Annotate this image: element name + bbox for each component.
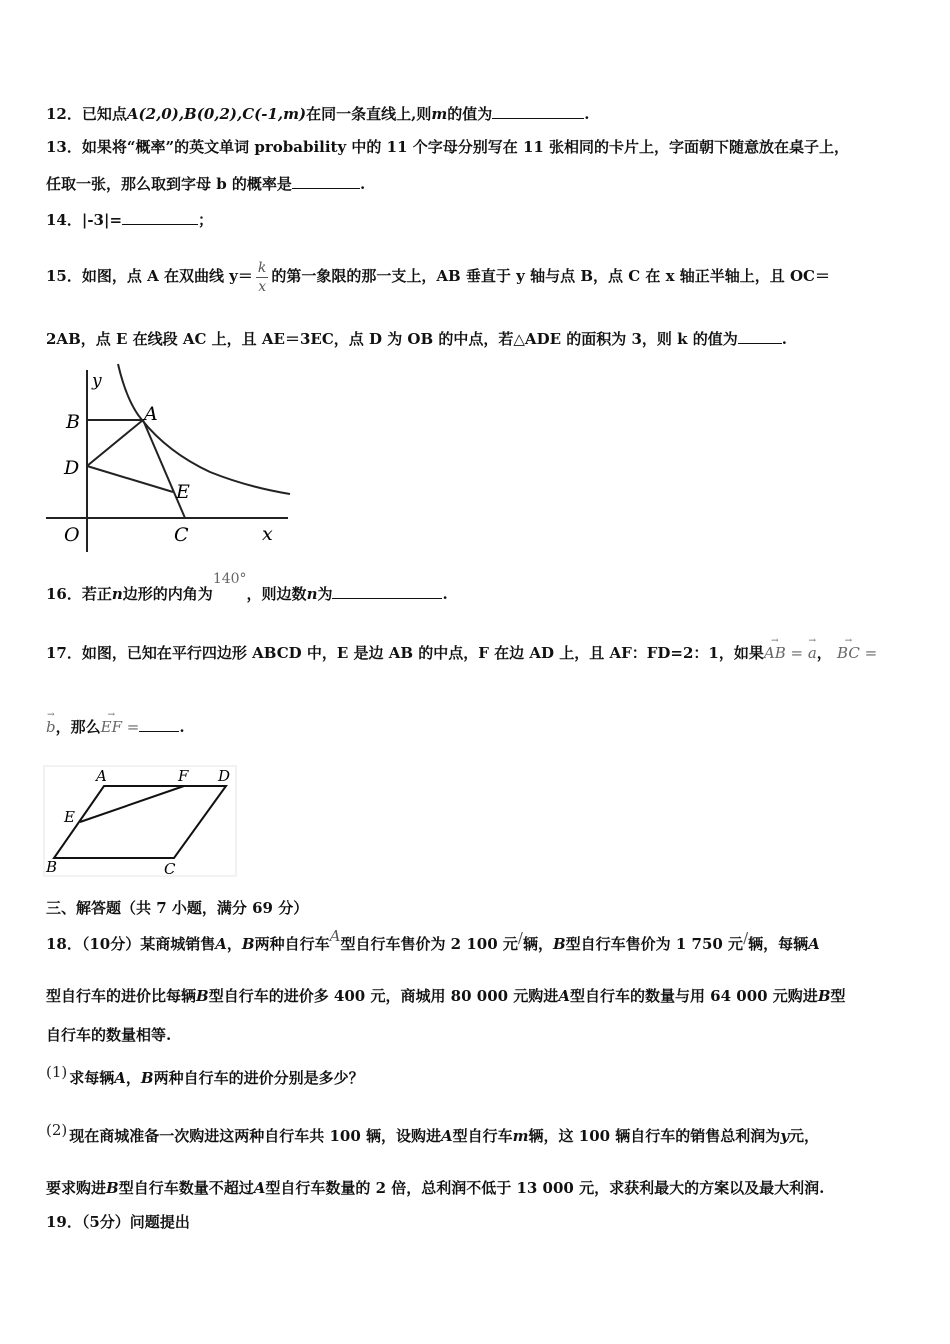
question-17: 17．如图，已知在平行四边形 ABCD 中，E 是边 AB 的中点，F 在边 AD 上，且 AF：FD=2：1，如果→ AB = → a， → BC =: [46, 643, 877, 663]
question-19: 19．（5分）问题提出: [46, 1213, 190, 1231]
label-y: y: [92, 371, 102, 391]
question-18-line2: 型自行车的进价比每辆B型自行车的进价多 400 元，商城用 80 000 元购进A型自行车的数量与用 64 000 元购进B型: [46, 987, 846, 1005]
label-b: B: [66, 411, 80, 433]
label-d: D: [218, 767, 231, 785]
figure-parallelogram: [42, 764, 238, 878]
question-12: 12．已知点A(2,0),B(0,2),C(-1,m)在同一条直线上,则m的值为 .: [46, 105, 590, 123]
label-e: E: [176, 481, 190, 503]
question-15-line2: 2AB，点 E 在线段 AC 上，且 AE＝3EC，点 D 为 OB 的中点，若△ADE 的面积为 3，则 k 的值为 .: [46, 330, 787, 348]
fraction-k-over-x: $\frac{k}{x}$: [257, 259, 267, 295]
parallelogram-abcd: [54, 786, 226, 858]
question-18-part1: (1) 求每辆A，B两种自行车的进价分别是多少？: [46, 1063, 364, 1087]
answer-blank[interactable]: [122, 210, 198, 225]
label-a: A: [96, 767, 107, 785]
answer-blank[interactable]: [332, 584, 442, 599]
figure-hyperbola: [40, 362, 300, 556]
answer-blank[interactable]: [292, 174, 360, 189]
label-e: E: [64, 808, 75, 826]
answer-blank[interactable]: [139, 717, 179, 732]
label-d: D: [64, 457, 80, 479]
question-16: 16．若正n边形的内角为140°，则边数n为 .: [46, 571, 448, 603]
question-18-part2-line2: 要求购进B型自行车数量不超过A型自行车数量的 2 倍，总利润不低于 13 000 元，求获利最大的方案以及最大利润.: [46, 1179, 825, 1197]
question-13-line2: 任取一张，那么取到字母 b 的概率是 .: [46, 175, 366, 193]
label-f: F: [178, 767, 189, 785]
question-18-line3: 自行车的数量相等.: [46, 1026, 172, 1044]
label-b: B: [46, 858, 58, 876]
question-18-part2: (2) 现在商城准备一次购进这两种自行车共 100 辆，设购进A型自行车m辆，这 100 辆自行车的销售总利润为y元，: [46, 1121, 820, 1145]
label-x: x: [262, 523, 273, 545]
hyperbola-curve: [118, 364, 290, 494]
question-15: 15．如图，点 A 在双曲线 y＝ $\frac{k}{x}$ 的第一象限的那一支上，AB 垂直于 y 轴与点 B，点 C 在 x 轴正半轴上，且 OC＝: [46, 259, 830, 295]
label-c: C: [174, 524, 189, 546]
segment-ac: [143, 420, 185, 518]
label-c: C: [164, 860, 176, 878]
question-14: 14．|-3|= ；: [46, 211, 214, 229]
segment-ad: [87, 420, 143, 466]
label-a: A: [144, 403, 158, 425]
segment-ef: [80, 786, 184, 822]
question-17-line2: → b，那么→ EF = .: [46, 717, 185, 737]
answer-blank[interactable]: [738, 329, 782, 344]
section-heading: 三、解答题（共 7 小题，满分 69 分）: [46, 899, 309, 917]
label-o: O: [64, 524, 80, 546]
answer-blank[interactable]: [492, 104, 584, 119]
question-13: 13．如果将“概率”的英文单词 probability 中的 11 个字母分别写在 11 张相同的卡片上，字面朝下随意放在桌子上，: [46, 138, 850, 156]
segment-de: [87, 466, 173, 492]
question-18: 18．（10分）某商城销售A，B两种自行车A型自行车售价为 2 100 元/辆，B型自行车售价为 1 750 元/辆，每辆A: [46, 927, 820, 953]
